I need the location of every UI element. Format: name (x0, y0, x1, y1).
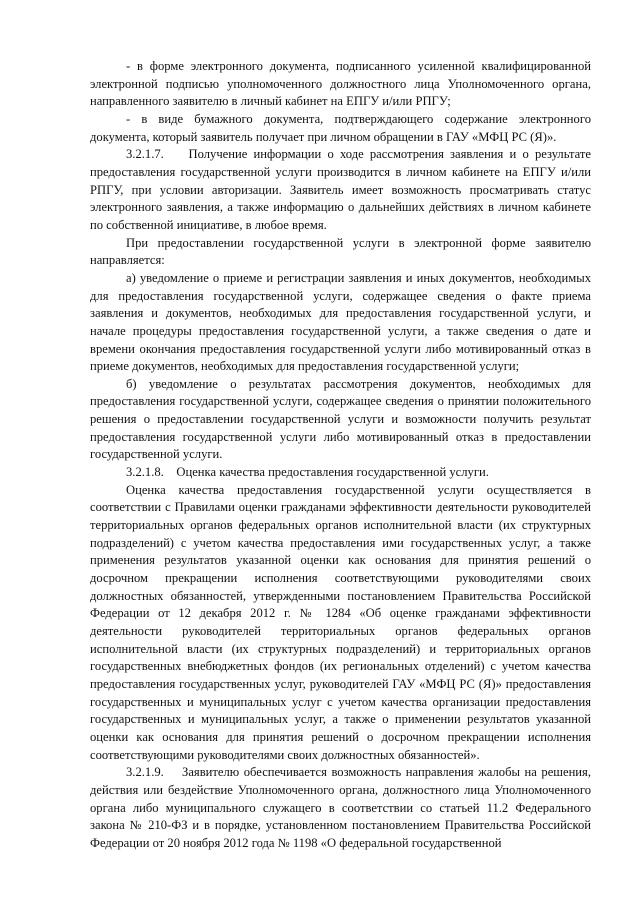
paragraph-quality-assessment: Оценка качества предоставления государственной услуги осуществляется в соответствии с Правилами оценки гражданами эффективности деятельности руководителей территориальных органов федеральных органов исполнительной власти (их структурных подразделений) с учетом качества предоставления ими государственных услуг, а также применения результатов указанной оценки как основания для принятия решений о досрочном прекращении исполнения соответствующими руководителями своих должностных обязанностей, утвержденными постановлением Правительства Российской Федерации от 12 декабря 2012 г. № 1284 «Об оценке гражданами эффективности деятельности руководителей территориальных органов федеральных органов исполнительной власти (их структурных подразделений) и территориальных органов государственных внебюджетных фондов (их региональных отделений) с учетом качества предоставления государственных услуг, руководителей ГАУ «МФЦ РС (Я)» предоставления государственных и муниципальных услуг с учетом качества организации предоставления государственных и муниципальных услуг, а также о применении результатов указанной оценки как основания для принятия решений о досрочном прекращении исполнения соответствующими руководителями своих должностных обязанностей». (90, 482, 591, 762)
paragraph-3-2-1-8: 3.2.1.8. Оценка качества предоставления государственной услуги. (126, 465, 489, 480)
paragraph-paper-document: - в виде бумажного документа, подтверждающего содержание электронного документа, который заявитель получает при личном обращении в ГАУ «МФЦ РС (Я)». (90, 111, 591, 144)
paragraph-notification-a: а) уведомление о приеме и регистрации заявления и иных документов, необходимых для предоставления государственной услуги, содержащее сведения о факте приема заявления и документов, необходимых для предоставления государственной услуги, и начале процедуры предоставления государственной услуги, а также сведения о дате и времени окончания предоставления государственной услуги либо мотивированный отказ в приеме документов, необходимых для предоставления государственной услуги; (90, 270, 591, 374)
paragraph-notifications-intro: При предоставлении государственной услуги в электронной форме заявителю направляется: (90, 235, 591, 268)
document-body (90, 58, 591, 853)
paragraph-electronic-document: - в форме электронного документа, подписанного усиленной квалифицированной электронной подписью уполномоченного должностного лица Уполномоченного органа, направленного заявителю в личный кабинет на ЕПГУ и/или РПГУ; (90, 59, 591, 109)
paragraph-3-2-1-9: 3.2.1.9. Заявителю обеспечивается возможность направления жалобы на решения, действия или бездействие Уполномоченного органа, должностного лица Уполномоченного органа либо муниципального служащего в соответствии со статьей 11.2 Федерального закона № 210-ФЗ и в порядке, установленном постановлением Правительства Российской Федерации от 20 ноября 2012 года № 1198 «О федеральной государственной (90, 765, 591, 850)
paragraph-notification-b: б) уведомление о результатах рассмотрения документов, необходимых для предоставления государственной услуги, содержащее сведения о принятии положительного решения о предоставлении государственной услуги и возможности получить результат предоставления государственной услуги либо мотивированный отказ в предоставлении государственной услуги. (90, 376, 591, 462)
paragraph-3-2-1-7: 3.2.1.7. Получение информации о ходе рассмотрения заявления и о результате предоставления государственной услуги производится в личном кабинете на ЕПГУ и/или РПГУ, при условии авторизации. Заявитель имеет возможность просматривать статус электронного заявления, а также информацию о дальнейших действиях в личном кабинете по собственной инициативе, в любое время. (90, 147, 591, 232)
